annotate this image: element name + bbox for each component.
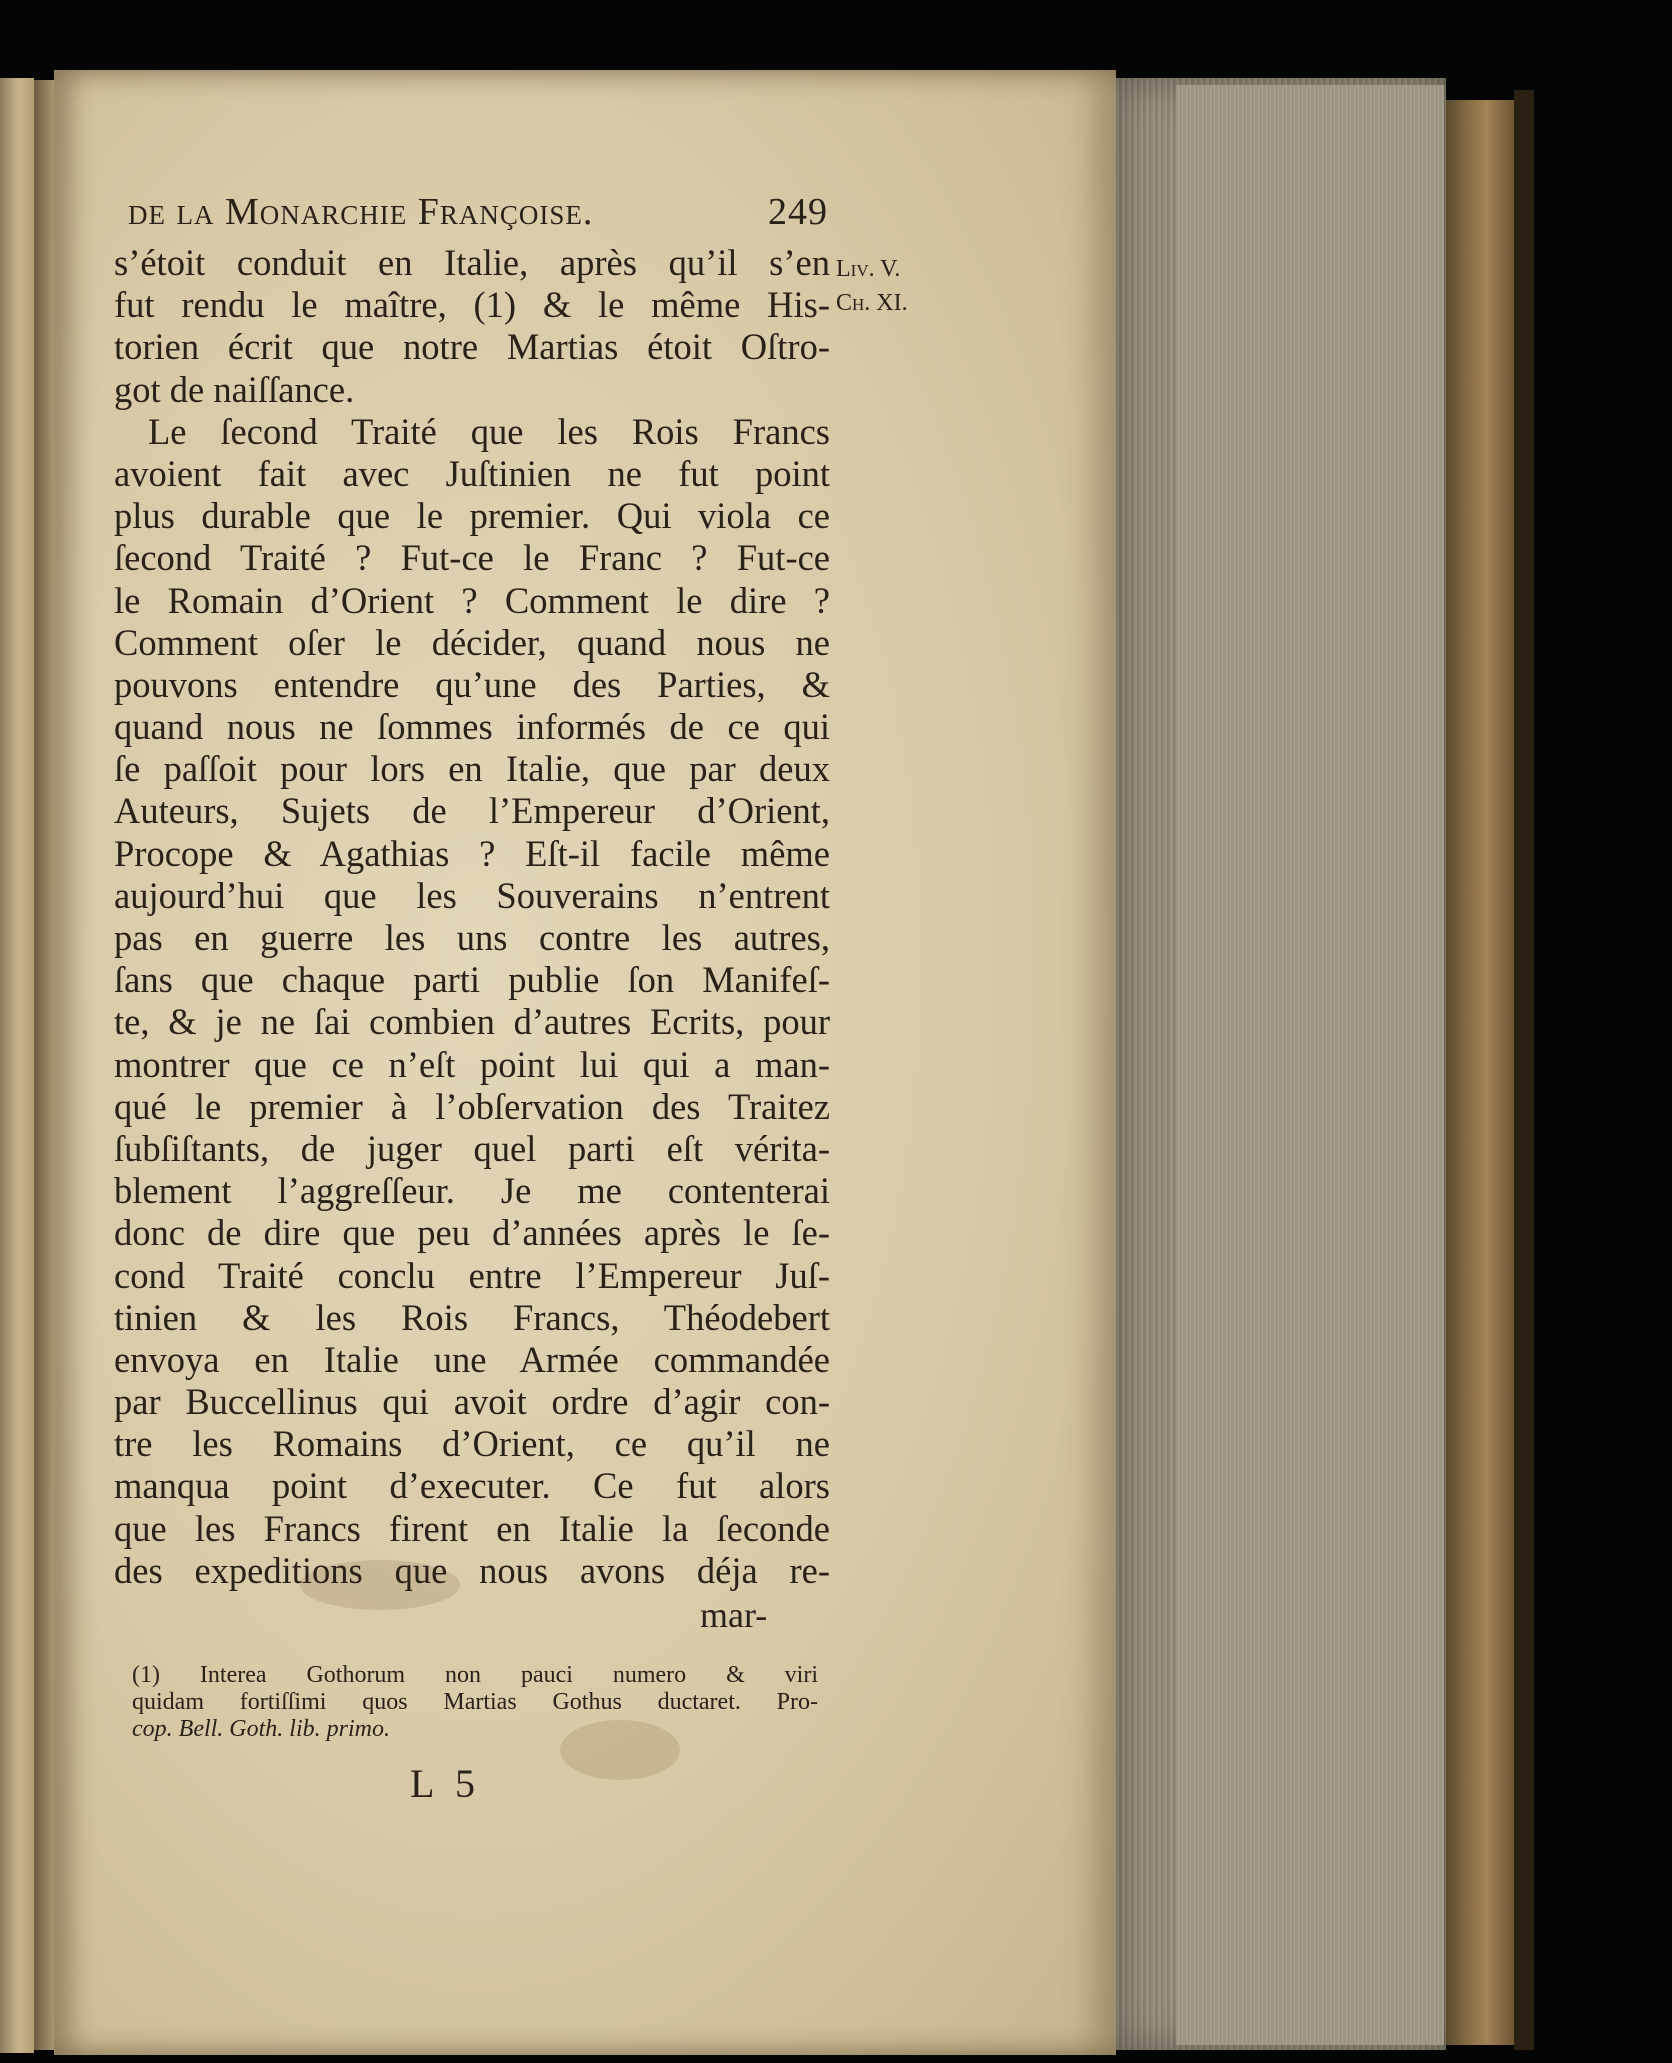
text-line: donc de dire que peu d’années après le ſe-: [114, 1212, 830, 1254]
text-line: qué le premier à l’obſervation des Traitez: [114, 1085, 830, 1127]
text-line: par Buccellinus qui avoit ordre d’agir con-: [114, 1381, 830, 1423]
text-line: manqua point d’executer. Ce fut alors: [114, 1465, 830, 1507]
book-cover-edge: [1446, 100, 1514, 2045]
text-line: Le ſecond Traité que les Rois Francs: [148, 410, 830, 452]
catchword: mar-: [700, 1595, 768, 1635]
text-line: ſecond Traité ? Fut-ce le Franc ? Fut-ce: [114, 537, 830, 579]
running-head-title: de la Monarchie Françoise.: [128, 191, 594, 233]
adjacent-page-edge: [0, 78, 34, 2053]
signature-mark: L 5: [410, 1761, 481, 1806]
text-line: tre les Romains d’Orient, ce qu’il ne: [114, 1423, 830, 1465]
text-line: got de naiſſance.: [114, 368, 355, 410]
text-line: ſe paſſoit pour lors en Italie, que par deux: [114, 748, 830, 790]
text-line: blement l’aggreſſeur. Je me contenterai: [114, 1170, 830, 1212]
footnote-line: cop. Bell. Goth. lib. primo.: [132, 1716, 390, 1742]
text-line: le Romain d’Orient ? Comment le dire ?: [114, 579, 830, 621]
text-line: que les Francs firent en Italie la ſeconde: [114, 1507, 830, 1549]
text-line: ſubſiſtants, de juger quel parti eſt vérita-: [114, 1127, 830, 1169]
running-head: [128, 190, 828, 234]
cover-shadow: [1514, 90, 1534, 2050]
text-line: torien écrit que notre Martias étoit Oſtro-: [114, 326, 830, 368]
text-line: aujourd’hui que les Souverains n’entrent: [114, 874, 830, 916]
text-line: Procope & Agathias ? Eſt-il facile même: [114, 832, 830, 874]
text-line: montrer que ce n’eſt point lui qui a man-: [114, 1043, 830, 1085]
text-line: envoya en Italie une Armée commandée: [114, 1338, 830, 1380]
footnote: [132, 1662, 818, 1743]
text-line: quand nous ne ſommes informés de ce qui: [114, 706, 830, 748]
text-line: fut rendu le maître, (1) & le même His-: [114, 284, 830, 326]
text-line: cond Traité conclu entre l’Empereur Juſ-: [114, 1254, 830, 1296]
text-line: Comment oſer le décider, quand nous ne: [114, 621, 830, 663]
margin-note-chapter: Ch. XI.: [836, 290, 908, 316]
page-number: 249: [768, 191, 828, 233]
margin-note: [836, 252, 908, 320]
footnote-line: quidam fortiſſimi quos Martias Gothus ductaret. Pro-: [132, 1689, 818, 1715]
text-line: Auteurs, Sujets de l’Empereur d’Orient,: [114, 790, 830, 832]
left-gutter: [34, 80, 54, 2050]
text-line: pas en guerre les uns contre les autres,: [114, 917, 830, 958]
text-line: te, & je ne ſai combien d’autres Ecrits, pour: [114, 1001, 830, 1043]
text-line: plus durable que le premier. Qui viola ce: [114, 495, 830, 537]
footnote-line: (1) Interea Gothorum non pauci numero & viri: [132, 1662, 818, 1688]
body-text: [114, 242, 830, 1592]
margin-note-book: Liv. V.: [836, 256, 901, 282]
text-line: ſans que chaque parti publie ſon Manifeſ-: [114, 959, 830, 1001]
text-line: s’étoit conduit en Italie, après qu’il s’en: [114, 242, 830, 283]
page-block-inner: [1176, 85, 1444, 2045]
text-line: tinien & les Rois Francs, Théodebert: [114, 1296, 830, 1338]
text-line: pouvons entendre qu’une des Parties, &: [114, 663, 830, 705]
text-line: avoient fait avec Juſtinien ne fut point: [114, 452, 830, 494]
text-line: des expeditions que nous avons déja re-: [114, 1549, 830, 1591]
